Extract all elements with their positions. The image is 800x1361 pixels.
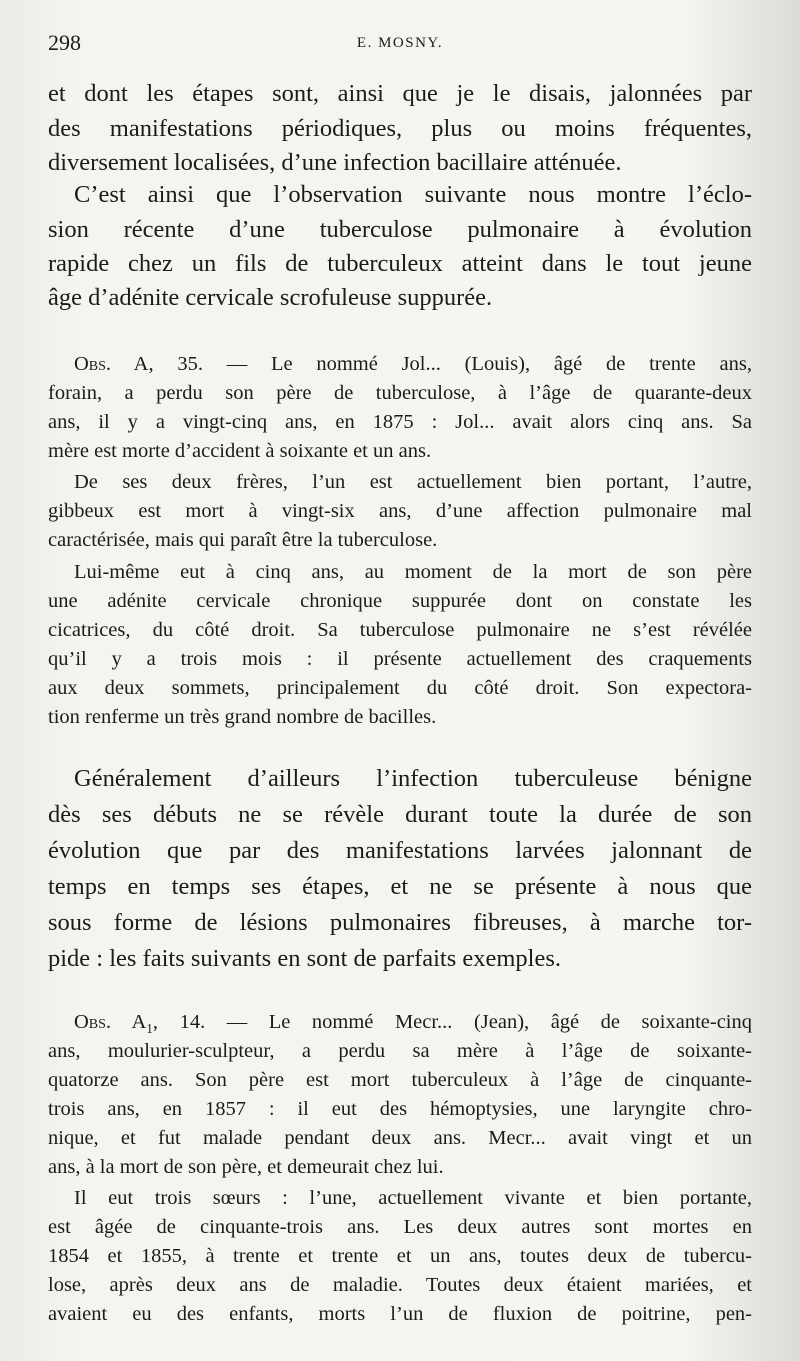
text-line: forain, a perdu son père de tuberculose, à l’âge de quarante-deux: [48, 382, 752, 404]
text-line: qu’il y a trois mois : il présente actuellement des craquements: [48, 648, 752, 670]
observation-label: Obs. A, 35.: [74, 353, 203, 375]
text-line: rapide chez un fils de tuberculeux atteint dans le tout jeune: [48, 250, 752, 277]
text-line: caractérisée, mais qui paraît être la tuberculose.: [48, 529, 438, 551]
text-line: ans, il y a vingt-cinq ans, en 1875 : Jol... avait alors cinq ans. Sa: [48, 411, 752, 433]
observation-label-subscript: 1: [146, 1021, 153, 1037]
text-line: une adénite cervicale chronique suppurée dont on constate les: [48, 590, 752, 612]
text-line: pide : les faits suivants en sont de parfaits exemples.: [48, 945, 562, 972]
text-line: sion récente d’une tuberculose pulmonaire à évolution: [48, 216, 752, 243]
observation-text: — Le nommé Jol... (Louis), âgé de trente ans,: [202, 353, 752, 375]
text-line: gibbeux est mort à vingt-six ans, d’une affection pulmonaire mal: [48, 500, 752, 522]
text-line: des manifestations périodiques, plus ou moins fréquentes,: [48, 115, 752, 142]
running-title: E. MOSNY.: [356, 35, 444, 51]
text-line: évolution que par des manifestations larvées jalonnant de: [48, 837, 752, 864]
text-line: mère est morte d’accident à soixante et un ans.: [48, 440, 432, 462]
observation-text: — Le nommé Mecr... (Jean), âgé de soixante-cinq: [205, 1011, 752, 1033]
text-line: De ses deux frères, l’un est actuellement bien portant, l’autre,: [74, 471, 752, 493]
text-line: est âgée de cinquante-trois ans. Les deux autres sont mortes en: [48, 1216, 752, 1238]
observation-label: Obs. A: [74, 1011, 147, 1033]
observation-heading-line: [74, 353, 752, 376]
observation-heading-line: [74, 1011, 752, 1037]
text-line: tion renferme un très grand nombre de bacilles.: [48, 706, 437, 728]
text-line: ans, moulurier-sculpteur, a perdu sa mère à l’âge de soixante-: [48, 1040, 752, 1062]
text-line: Il eut trois sœurs : l’une, actuellement vivante et bien portante,: [74, 1187, 752, 1209]
text-line: temps en temps ses étapes, et ne se présente à nous que: [48, 873, 752, 900]
text-line: lose, après deux ans de maladie. Toutes deux étaient mariées, et: [48, 1274, 752, 1296]
page-number: 298: [48, 30, 81, 55]
page-header: [48, 30, 752, 64]
text-line: quatorze ans. Son père est mort tuberculeux à l’âge de cinquante-: [48, 1069, 752, 1091]
text-line: dès ses débuts ne se révèle durant toute la durée de son: [48, 801, 752, 828]
text-line: âge d’adénite cervicale scrofuleuse suppurée.: [48, 284, 493, 311]
text-line: 1854 et 1855, à trente et trente et un ans, toutes deux de tubercu-: [48, 1245, 752, 1267]
text-line: avaient eu des enfants, morts l’un de fluxion de poitrine, pen-: [48, 1303, 752, 1325]
text-line: aux deux sommets, principalement du côté droit. Son expectora-: [48, 677, 752, 699]
text-line: Généralement d’ailleurs l’infection tuberculeuse bénigne: [74, 765, 752, 792]
text-line: sous forme de lésions pulmonaires fibreuses, à marche tor-: [48, 909, 752, 936]
text-line: Lui-même eut à cinq ans, au moment de la mort de son père: [74, 561, 752, 583]
text-line: ans, à la mort de son père, et demeurait chez lui.: [48, 1156, 444, 1178]
text-line: C’est ainsi que l’observation suivante nous montre l’éclo-: [74, 181, 752, 208]
text-line: cicatrices, du côté droit. Sa tuberculose pulmonaire ne s’est révélée: [48, 619, 752, 641]
text-line: nique, et fut malade pendant deux ans. Mecr... avait vingt et un: [48, 1127, 752, 1149]
observation-number: , 14.: [152, 1011, 206, 1033]
text-line: diversement localisées, d’une infection bacillaire atténuée.: [48, 149, 622, 176]
text-line: et dont les étapes sont, ainsi que je le disais, jalonnées par: [48, 80, 752, 107]
text-line: trois ans, en 1857 : il eut des hémoptysies, une laryngite chro-: [48, 1098, 752, 1120]
